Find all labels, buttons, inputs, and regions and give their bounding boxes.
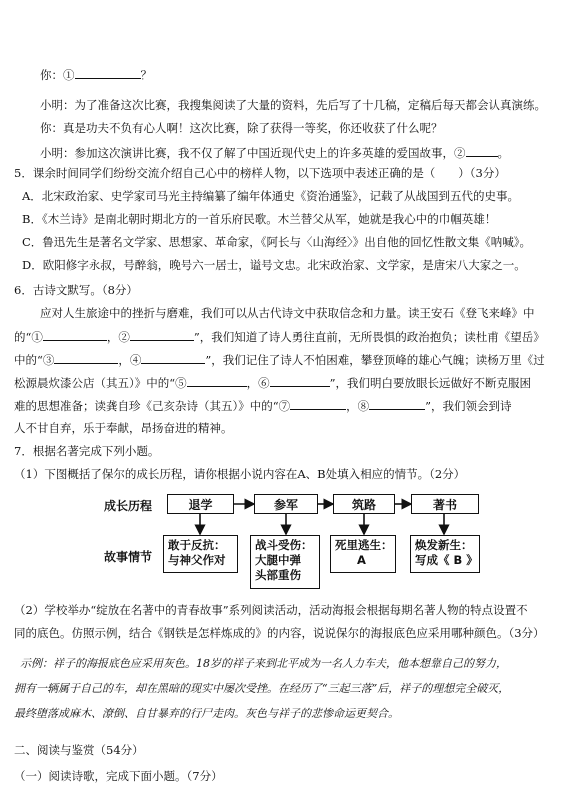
plot-box-2: 战斗受伤： 大腿中弹 头部重伤 <box>250 535 320 589</box>
stage-box-4: 著书 <box>411 494 479 514</box>
poem-blank-2[interactable] <box>130 328 194 341</box>
example-line-2: 拥有一辆属于自己的车，却在黑暗的现实中屡次受挫。在经历了“三起三落”后，祥子的理想完全破灭， <box>14 682 510 695</box>
poem-blank-3[interactable] <box>54 351 118 364</box>
q5-option-c[interactable]: C．鲁迅先生是著名文学家、思想家、革命家，《阿长与〈山海经〉》出自他的回忆性散文集《呐喊》。 <box>22 235 532 249</box>
q7-sub1: （1）下图概括了保尔的成长历程，请你根据小说内容在A、B处填入相应的情节。（2分） <box>14 467 466 481</box>
q6-para-line-4: 松源晨炊漆公店（其五）》中的“⑤ ，⑥ ”，我们明白要放眼长远做好不断克服困 <box>14 376 532 390</box>
dialogue-line-2: 小明：为了准备这次比赛，我搜集阅读了大量的资料，先后写了十几稿，定稿后每天都会认真演练。 <box>40 98 546 112</box>
poem-blank-1[interactable] <box>43 328 107 341</box>
blank-a-label[interactable]: A <box>357 553 366 567</box>
stage-box-3: 筑路 <box>333 494 395 514</box>
poem-blank-5[interactable] <box>187 374 247 387</box>
plot-box-4: 焕发新生： 写成《 B 》 <box>410 535 480 573</box>
poem-blank-8[interactable] <box>369 397 425 410</box>
dialogue-line-1: 你：① ？ <box>40 68 152 82</box>
q6-title: 6．古诗文默写。（8分） <box>14 283 138 297</box>
section-2-sub1: （一）阅读诗歌，完成下面小题。（7分） <box>14 769 223 783</box>
q6-para-line-2: 的“① ，② ”，我们知道了诗人勇往直前，无所畏惧的政治抱负；读杜甫《望岳》 <box>14 330 545 344</box>
growth-row-label: 成长历程 <box>104 499 153 513</box>
q5-option-b[interactable]: B．《木兰诗》是南北朝时期北方的一首乐府民歌。木兰替父从军，她就是我心中的巾帼英雄！ <box>22 212 497 226</box>
blank-b-label[interactable]: 写成《 B 》 <box>415 553 478 567</box>
q6-para-line-6: 人不甘自弃，乐于奉献，昂扬奋进的精神。 <box>14 421 233 435</box>
q7-title: 7．根据名著完成下列小题。 <box>14 444 160 458</box>
q7-sub2-line-2: 同的底色。仿照示例，结合《钢铁是怎样炼成的》的内容，说说保尔的海报底色应采用哪种颜色。（3分） <box>14 626 545 640</box>
poem-blank-4[interactable] <box>141 351 205 364</box>
stage-box-2: 参军 <box>254 494 318 514</box>
poem-blank-7[interactable] <box>290 397 346 410</box>
plot-box-3: 死里逃生： A <box>330 535 396 573</box>
q7-sub2-line-1: （2）学校举办“绽放在名著中的青春故事”系列阅读活动，活动海报会根据每期名著人物的特点设置不 <box>14 603 528 617</box>
q5-option-a[interactable]: A．北宋政治家、史学家司马光主持编纂了编年体通史《资治通鉴》，记载了从战国到五代的史事。 <box>22 189 520 203</box>
section-2-title: 二、阅读与鉴赏（54分） <box>14 743 144 757</box>
answer-blank-2[interactable] <box>466 144 498 157</box>
plot-row-label: 故事情节 <box>104 550 153 564</box>
q5-stem: 5．课余时间同学们纷纷交流介绍自己心中的榜样人物，以下选项中表述正确的是（ ）（3分） <box>14 166 506 180</box>
dialogue-line-4: 小明：参加这次演讲比赛，我不仅了解了中国近现代史上的许多英雄的爱国故事，② 。 <box>40 146 509 160</box>
q5-option-d[interactable]: D．欧阳修字永叔，号醉翁，晚号六一居士，谥号文忠。北宋政治家、文学家，是唐宋八大家之一。 <box>22 258 526 272</box>
answer-blank-1[interactable] <box>75 66 141 79</box>
q6-para-line-5: 难的思想准备；读龚自珍《己亥杂诗（其五）》中的“⑦ ，⑧ ”，我们领会到诗 <box>14 399 512 413</box>
q6-para-line-3: 中的“③ ，④ ”，我们记住了诗人不怕困难，攀登顶峰的雄心气魄；读杨万里《过 <box>14 353 545 367</box>
poem-blank-6[interactable] <box>270 374 330 387</box>
example-line-1: 示例：祥子的海报底色应采用灰色。18岁的祥子来到北平成为一名人力车夫，他本想靠自己的努力， <box>20 657 507 670</box>
dialogue-line-3: 你：真是功夫不负有心人啊！这次比赛，除了获得一等奖，你还收获了什么呢？ <box>40 121 443 135</box>
q6-para-line-1: 应对人生旅途中的挫折与磨难，我们可以从古代诗文中获取信念和力量。读王安石《登飞来峰》中 <box>40 306 535 320</box>
stage-box-1: 退学 <box>167 494 234 514</box>
plot-box-1: 敢于反抗： 与神父作对 <box>163 535 238 573</box>
example-line-3: 最终堕落成麻木、潦倒、自甘暴弃的行尸走肉。灰色与祥子的悲惨命运更契合。 <box>14 707 399 720</box>
